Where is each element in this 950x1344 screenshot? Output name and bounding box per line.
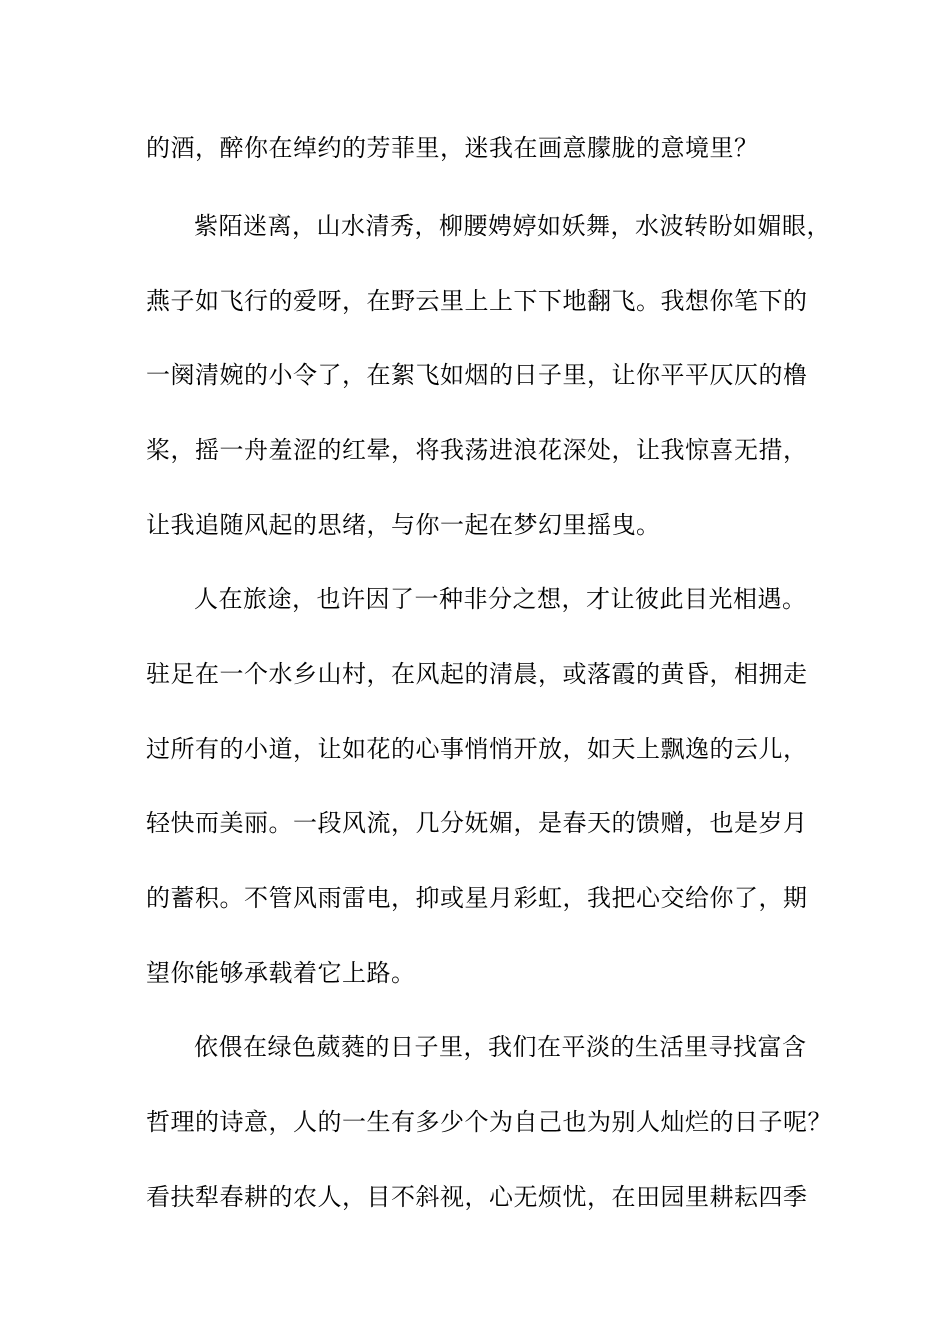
- text-line: 驻足在一个水乡山村，在风起的清晨，或落霞的黄昏，相拥走: [146, 660, 808, 688]
- text-line: 一阕清婉的小令了，在絮飞如烟的日子里，让你平平仄仄的橹: [146, 361, 808, 389]
- text-line: 望你能够承载着它上路。: [146, 959, 416, 987]
- text-line: 哲理的诗意，人的一生有多少个为自己也为别人灿烂的日子呢？: [146, 1108, 832, 1136]
- text-line: 的酒，醉你在绰约的芳菲里，迷我在画意朦胧的意境里？: [146, 134, 759, 162]
- text-line: 人在旅途，也许因了一种非分之想，才让彼此目光相遇。: [194, 585, 807, 613]
- text-line: 的蓄积。不管风雨雷电，抑或星月彩虹，我把心交给你了，期: [146, 884, 808, 912]
- text-line: 轻快而美丽。一段风流，几分妩媚，是春天的馈赠，也是岁月: [146, 809, 808, 837]
- text-line: 紫陌迷离，山水清秀，柳腰娉婷如妖舞，水波转盼如媚眼，: [194, 212, 831, 240]
- text-line: 燕子如飞行的爱呀，在野云里上上下下地翻飞。我想你笔下的: [146, 287, 808, 315]
- text-line: 让我追随风起的思绪，与你一起在梦幻里摇曳。: [146, 511, 661, 539]
- text-line: 依偎在绿色葳蕤的日子里，我们在平淡的生活里寻找富含: [194, 1033, 807, 1061]
- text-line: 桨，摇一舟羞涩的红晕，将我荡进浪花深处，让我惊喜无措，: [146, 436, 808, 464]
- text-line: 过所有的小道，让如花的心事悄悄开放，如天上飘逸的云儿，: [146, 735, 808, 763]
- text-line: 看扶犁春耕的农人，目不斜视，心无烦忧，在田园里耕耘四季: [146, 1183, 808, 1211]
